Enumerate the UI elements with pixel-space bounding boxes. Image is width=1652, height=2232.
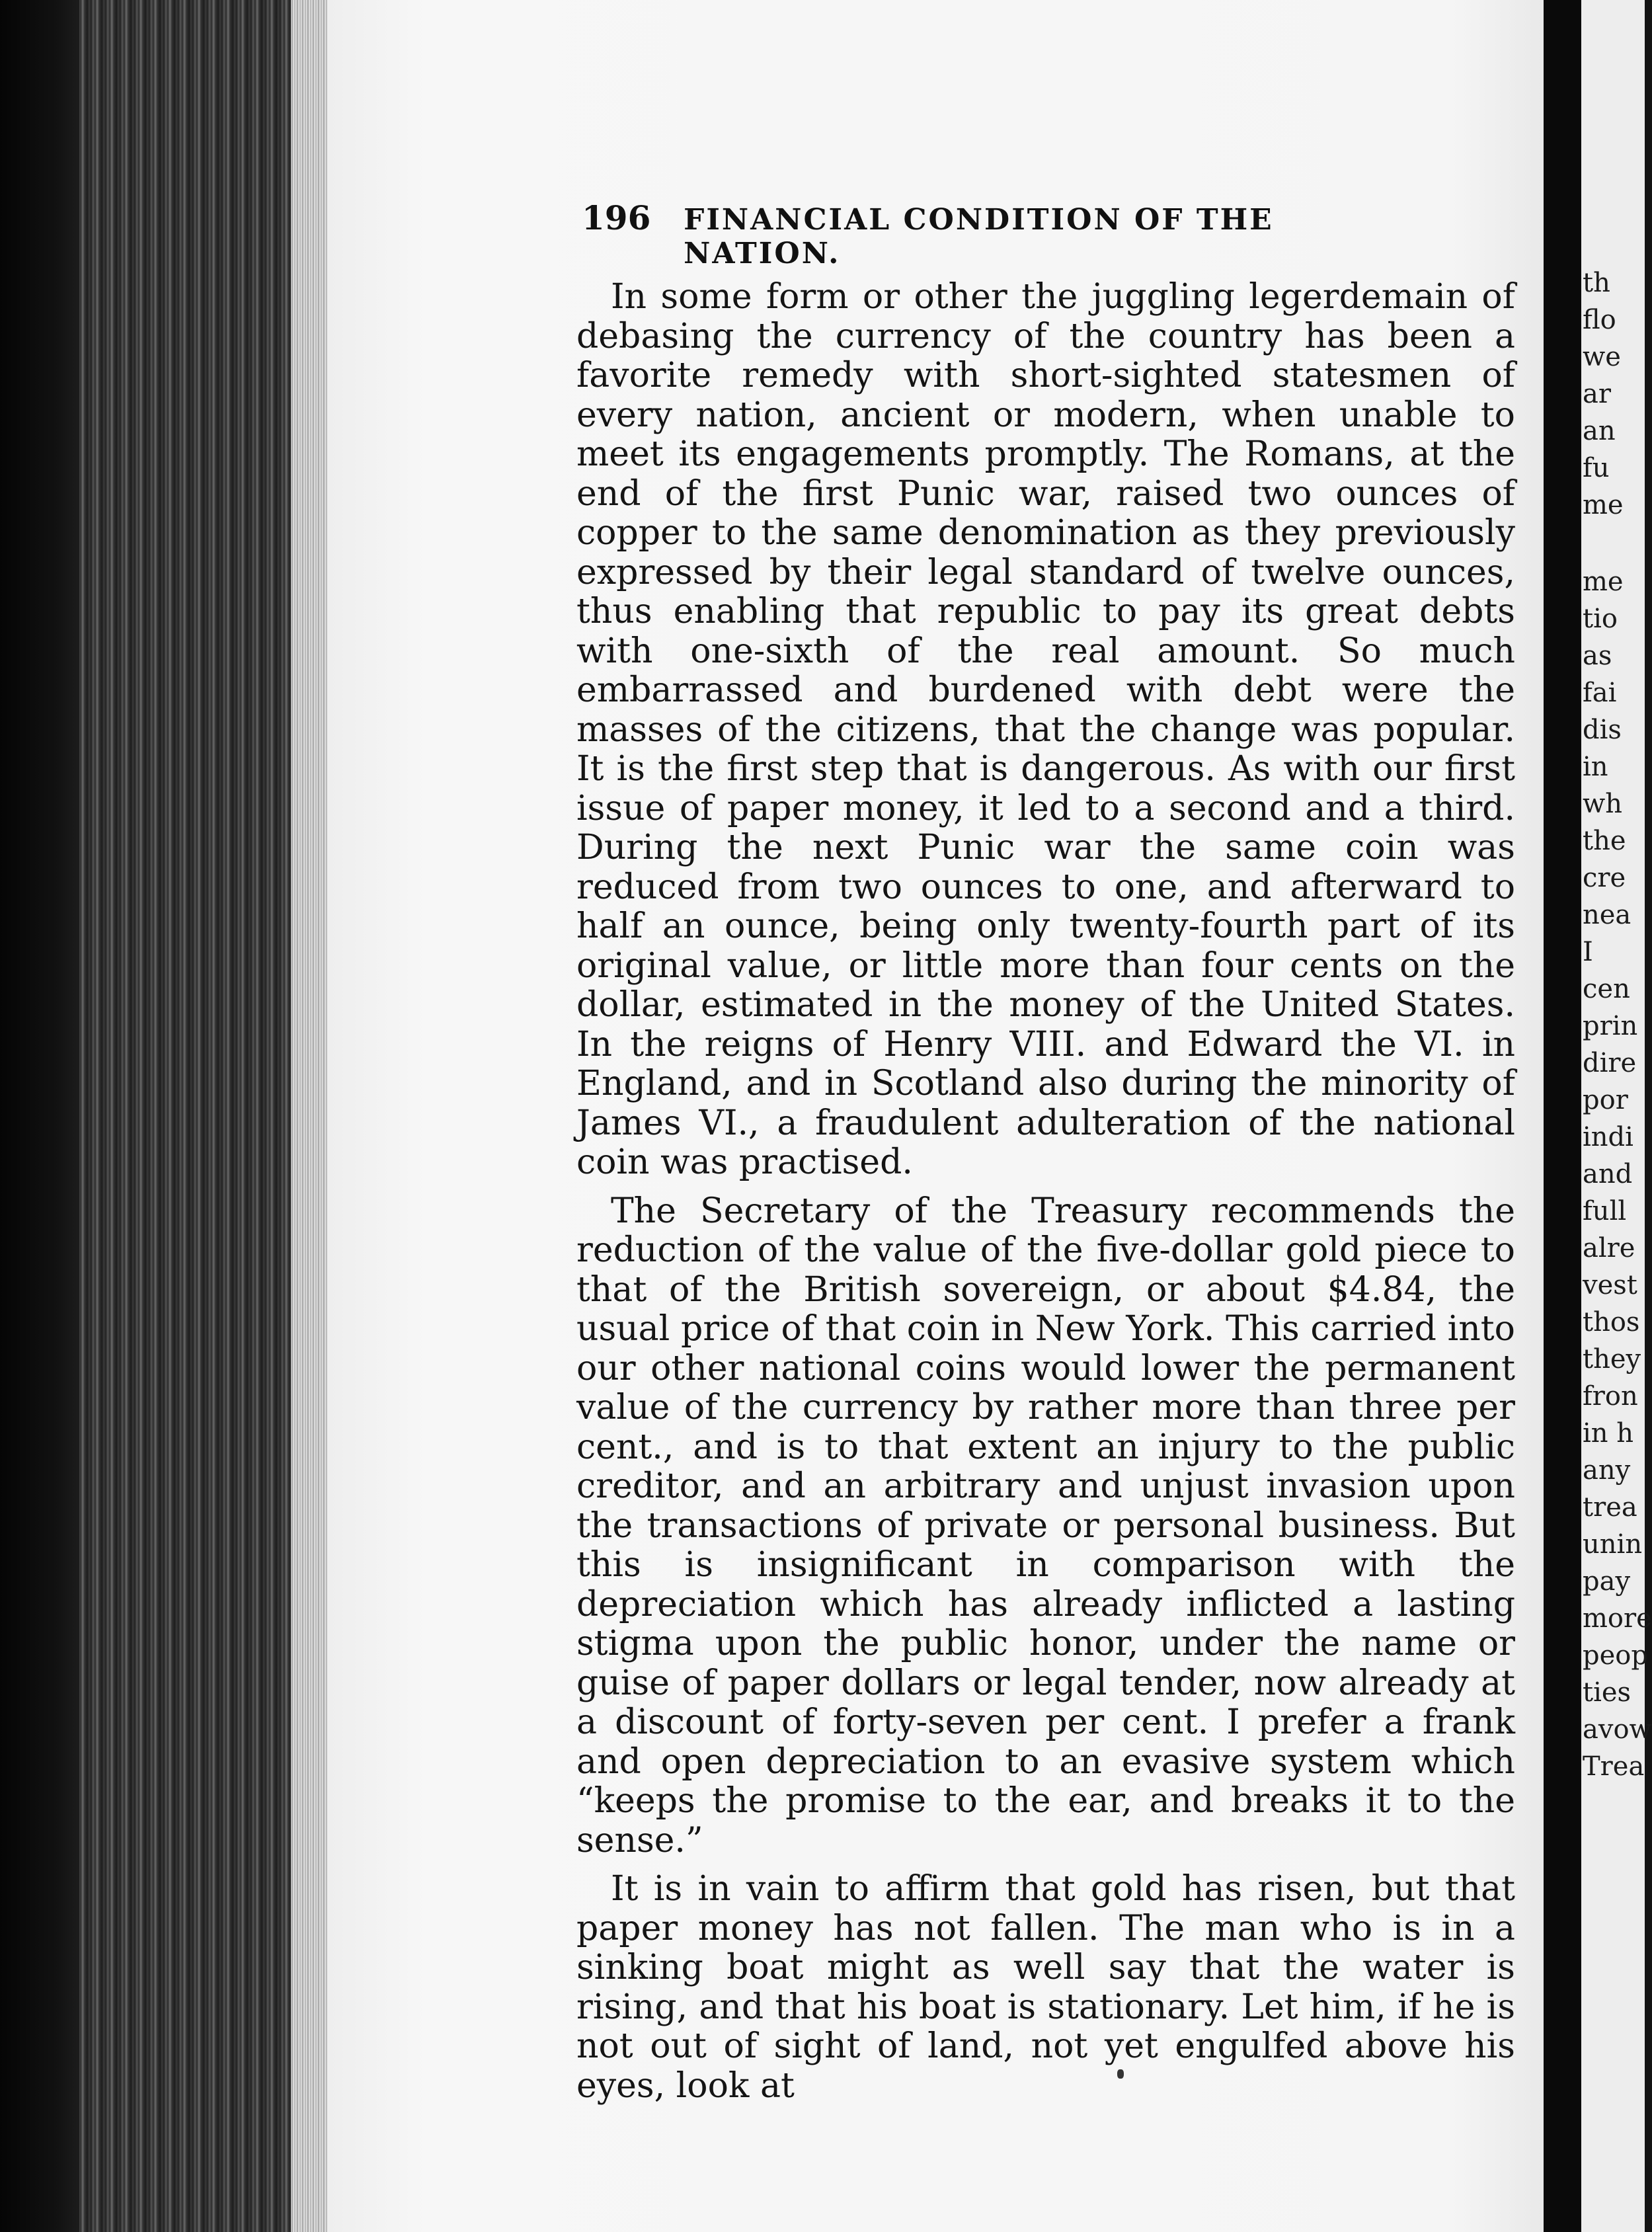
facing-line: nea bbox=[1583, 900, 1632, 930]
facing-page-fragment bbox=[1581, 0, 1652, 2232]
facing-line: more bbox=[1583, 1603, 1652, 1634]
facing-line: wh bbox=[1583, 789, 1622, 819]
facing-lines-bottom bbox=[1581, 563, 1652, 1785]
facing-line: Trea bbox=[1583, 1751, 1645, 1782]
facing-line: avow bbox=[1583, 1714, 1652, 1745]
facing-line: unin bbox=[1583, 1529, 1643, 1560]
facing-line: flo bbox=[1583, 305, 1616, 335]
facing-line: thos bbox=[1583, 1307, 1640, 1337]
page-number: 196 bbox=[582, 198, 651, 237]
paragraph: In some form or other the juggling legerdemain of debasing the currency of the country has been a favorite remedy with short-sighted statesmen of every nation, ancient or modern, when unable to meet its engagements promptly. The Romans, at the end of the first Punic war, raised two ounces of copper to the same denomination as they previously expressed by their legal standard of twelve ounces, thus enabling that republic to pay its great debts with one-sixth of the real amount. So much embarrassed and burdened with debt were the masses of the citizens, that the change was popular. It is the first step that is dangerous. As with our first issue of paper money, it led to a second and a third. During the next Punic war the same coin was reduced from two ounces to one, and afterward to half an ounce, being only twenty-fourth part of its original value, or little more than four cents on the dollar, estimated in the money of the United States. In the reigns of Henry VIII. and Edward the VI. in England, and in Scotland also during the minority of James VI., a fraudulent adulteration of the national coin was practised. bbox=[576, 277, 1515, 1182]
facing-line: prin bbox=[1583, 1011, 1638, 1041]
facing-line: in bbox=[1583, 752, 1608, 782]
facing-line: me bbox=[1583, 567, 1624, 597]
facing-line: ties bbox=[1583, 1677, 1632, 1708]
facing-line: tio bbox=[1583, 604, 1618, 634]
paragraph: It is in vain to affirm that gold has risen, but that paper money has not fallen. The man who is in a sinking boat might as well say that the water is rising, and that his boat is stationary. Let him, if he is not out of sight of land, not yet engulfed above his eyes, look at bbox=[576, 1869, 1515, 2106]
gutter-shadow bbox=[1544, 0, 1583, 2232]
facing-line: cre bbox=[1583, 863, 1626, 893]
facing-line: dis bbox=[1583, 715, 1622, 745]
facing-line: vest bbox=[1583, 1270, 1637, 1300]
facing-line: any bbox=[1583, 1455, 1631, 1486]
facing-line: indi bbox=[1583, 1122, 1633, 1152]
facing-line: pay bbox=[1583, 1566, 1631, 1597]
page-edges bbox=[291, 0, 331, 2232]
facing-line: cen bbox=[1583, 974, 1630, 1004]
facing-line: th bbox=[1583, 268, 1610, 298]
facing-line: they bbox=[1583, 1344, 1641, 1375]
facing-lines-top bbox=[1581, 264, 1645, 524]
facing-line: in h bbox=[1583, 1418, 1634, 1449]
facing-line: alre bbox=[1583, 1233, 1635, 1263]
facing-line: full bbox=[1583, 1196, 1627, 1226]
facing-line: trea bbox=[1583, 1492, 1637, 1523]
facing-line: the bbox=[1583, 826, 1626, 856]
facing-line: dire bbox=[1583, 1048, 1637, 1078]
facing-line: ar bbox=[1583, 379, 1611, 409]
facing-line: we bbox=[1583, 342, 1621, 372]
facing-line: me bbox=[1583, 490, 1624, 520]
spine-shadow bbox=[0, 0, 79, 2232]
body-text bbox=[576, 278, 1515, 2106]
facing-line: and bbox=[1583, 1159, 1633, 1189]
page-header bbox=[582, 198, 1415, 270]
ink-speck bbox=[1117, 2069, 1124, 2079]
running-head: FINANCIAL CONDITION OF THE NATION. bbox=[684, 203, 1274, 270]
facing-line: fai bbox=[1583, 678, 1617, 708]
facing-line: peop bbox=[1583, 1640, 1648, 1671]
paragraph: The Secretary of the Treasury recommends the reduction of the value of the five-dollar gold piece to that of the British sovereign, or about $4.84, the usual price of that coin in New York. This carried into our other national coins would lower the permanent value of the currency by rather more than three per cent., and is to that extent an injury to the public creditor, and an arbitrary and unjust invasion upon the transactions of private or personal business. But this is insignificant in comparison with the depreciation which has already inflicted a lasting stigma upon the public honor, under the name or guise of paper dollars or legal tender, now already at a discount of forty-seven per cent. I prefer a frank and open depreciation to an evasive system which “keeps the promise to the ear, and breaks it to the sense.” bbox=[576, 1191, 1515, 1860]
facing-line: fron bbox=[1583, 1381, 1638, 1412]
facing-line: fu bbox=[1583, 453, 1610, 483]
facing-line: an bbox=[1583, 416, 1616, 446]
facing-line: por bbox=[1583, 1085, 1628, 1115]
facing-line: as bbox=[1583, 641, 1612, 671]
facing-line: I bbox=[1583, 937, 1593, 967]
